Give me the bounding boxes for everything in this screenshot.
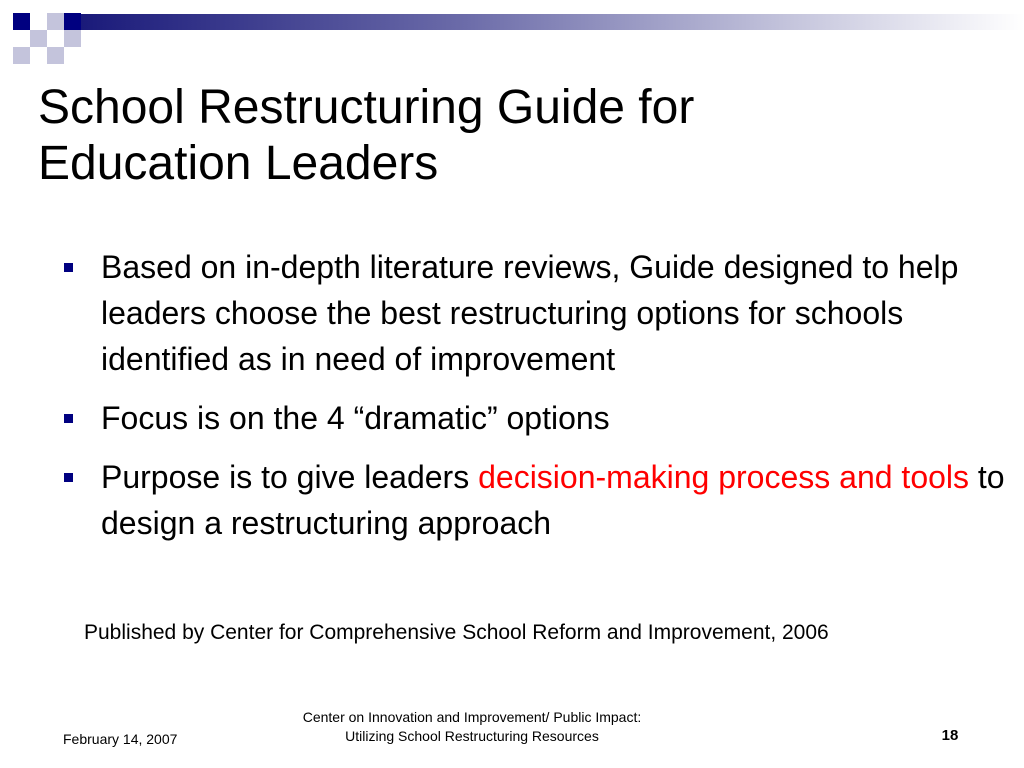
- header-gradient-bar: [81, 14, 1024, 30]
- bullet-text: Focus is on the 4 “dramatic” options: [101, 400, 610, 436]
- bullet-item: [60, 244, 1020, 382]
- bullet-item: [60, 395, 1020, 441]
- decorative-square-icon: [64, 13, 81, 30]
- slide-title: [38, 80, 978, 192]
- decorative-square-icon: [13, 13, 30, 30]
- page-number: 18: [941, 727, 959, 744]
- slide-title-line-1: School Restructuring Guide for: [38, 81, 695, 134]
- square-bullet-icon: [64, 263, 73, 272]
- footer-source-line-1: Center on Innovation and Improvement/ Public Impact:: [302, 709, 642, 725]
- square-bullet-icon: [64, 414, 73, 423]
- publication-note: Published by Center for Comprehensive School Reform and Improvement, 2006: [84, 621, 829, 644]
- decorative-square-icon: [64, 30, 81, 47]
- bullet-text-before: Purpose is to give leaders: [101, 459, 479, 495]
- bullet-highlight-text: decision-making process and tools: [478, 459, 970, 495]
- bullet-item: [60, 454, 1020, 546]
- bullet-text: Based on in-depth literature reviews, Guide designed to help leaders choose the best restructuring options for schools identified as in need of improvement: [101, 249, 959, 377]
- decorative-square-icon: [47, 13, 64, 30]
- square-bullet-icon: [64, 473, 73, 482]
- decorative-square-icon: [30, 30, 47, 47]
- footer-source-line-2: Utilizing School Restructuring Resources: [345, 728, 599, 744]
- footer-date: February 14, 2007: [63, 731, 178, 747]
- header-decoration: [0, 0, 1024, 60]
- slide-title-line-2: Education Leaders: [38, 137, 439, 190]
- footer-source: [250, 708, 694, 746]
- bullet-list: [60, 244, 1020, 559]
- decorative-square-icon: [47, 47, 64, 64]
- decorative-square-icon: [13, 47, 30, 64]
- bullet-text-after: to design a restructuring approach: [101, 459, 1005, 541]
